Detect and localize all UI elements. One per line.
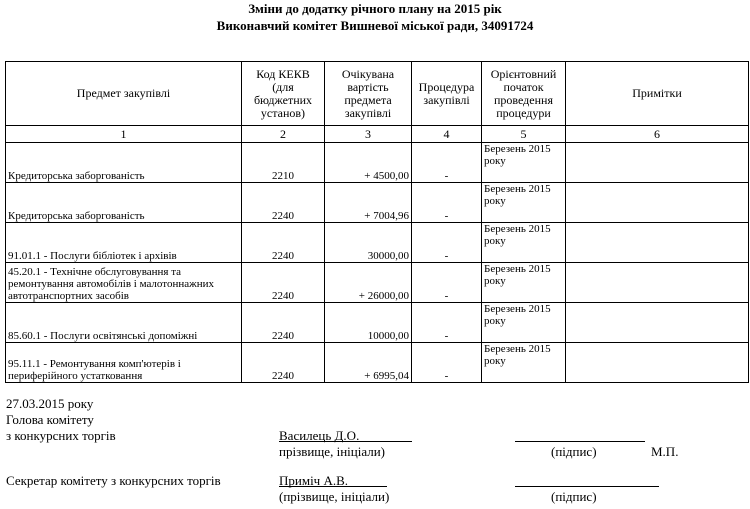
start-cell: Березень 2015 року <box>482 263 566 303</box>
document-title: Зміни до додатку річного плану на 2015 рік <box>248 1 502 16</box>
procurement-table <box>5 61 749 383</box>
note-cell <box>566 263 749 303</box>
start-cell: Березень 2015 року <box>482 303 566 343</box>
column-header: Процедура закупівлі <box>412 62 482 126</box>
subject-cell: 45.20.1 - Технічне обслуговування та ремонтування автомобілів і малотоннажних автотранспортних засобів <box>6 263 242 303</box>
procedure-cell: - <box>412 263 482 303</box>
amount-cell: 30000,00 <box>325 223 412 263</box>
chair-title-line2: з конкурсних торгів <box>6 428 116 443</box>
subject-cell: 95.11.1 - Ремонтування комп'ютерів і периферійного устатковання <box>6 343 242 383</box>
secretary-signature-caption: (підпис) <box>551 489 597 504</box>
column-number: 5 <box>482 126 566 143</box>
code-cell: 2240 <box>242 263 325 303</box>
table-row <box>6 223 749 263</box>
column-number: 2 <box>242 126 325 143</box>
table-header-row <box>6 62 749 126</box>
procedure-cell: - <box>412 223 482 263</box>
subject-cell: Кредиторська заборгованість <box>6 143 242 183</box>
procedure-cell: - <box>412 183 482 223</box>
column-header: Примітки <box>566 62 749 126</box>
code-cell: 2240 <box>242 343 325 383</box>
subject-cell: 85.60.1 - Послуги освітянські допоміжні <box>6 303 242 343</box>
stamp-label: М.П. <box>651 444 679 459</box>
table-row <box>6 303 749 343</box>
subject-cell: Кредиторська заборгованість <box>6 183 242 223</box>
column-header: Код КЕКВ (для бюджетних установ) <box>242 62 325 126</box>
code-cell: 2210 <box>242 143 325 183</box>
start-cell: Березень 2015 року <box>482 343 566 383</box>
column-number: 1 <box>6 126 242 143</box>
amount-cell: + 6995,04 <box>325 343 412 383</box>
chair-signature-line <box>515 441 645 442</box>
table-row <box>6 183 749 223</box>
procedure-cell: - <box>412 143 482 183</box>
note-cell <box>566 183 749 223</box>
table-row <box>6 343 749 383</box>
secretary-title: Секретар комітету з конкурсних торгів <box>6 473 221 488</box>
code-cell: 2240 <box>242 183 325 223</box>
column-header: Орієнтовний початок проведення процедури <box>482 62 566 126</box>
note-cell <box>566 223 749 263</box>
chair-name-line <box>279 441 412 442</box>
amount-cell: 10000,00 <box>325 303 412 343</box>
start-cell: Березень 2015 року <box>482 223 566 263</box>
organization-line: Виконавчий комітет Вишневої міської ради, 34091724 <box>216 18 534 33</box>
table-row <box>6 263 749 303</box>
note-cell <box>566 303 749 343</box>
chair-signature-caption: (підпис) <box>551 444 597 459</box>
column-number: 4 <box>412 126 482 143</box>
procedure-cell: - <box>412 303 482 343</box>
chair-title-line1: Голова комітету <box>6 412 94 427</box>
amount-cell: + 4500,00 <box>325 143 412 183</box>
amount-cell: + 26000,00 <box>325 263 412 303</box>
column-header: Очікувана вартість предмета закупівлі <box>325 62 412 126</box>
procedure-cell: - <box>412 343 482 383</box>
secretary-signature-line <box>515 486 659 487</box>
secretary-name-caption: (прізвище, ініціали) <box>279 489 390 504</box>
subject-cell: 91.01.1 - Послуги бібліотек і архівів <box>6 223 242 263</box>
start-cell: Березень 2015 року <box>482 183 566 223</box>
column-number: 3 <box>325 126 412 143</box>
column-number-row <box>6 126 749 143</box>
table-row <box>6 143 749 183</box>
column-number: 6 <box>566 126 749 143</box>
column-header: Предмет закупівлі <box>6 62 242 126</box>
amount-cell: + 7004,96 <box>325 183 412 223</box>
secretary-name-line <box>279 486 387 487</box>
chair-name: Василець Д.О. <box>279 428 360 443</box>
note-cell <box>566 343 749 383</box>
note-cell <box>566 143 749 183</box>
start-cell: Березень 2015 року <box>482 143 566 183</box>
secretary-name: Приміч А.В. <box>279 473 349 488</box>
code-cell: 2240 <box>242 223 325 263</box>
chair-name-caption: прізвище, ініціали) <box>279 444 385 459</box>
signing-date: 27.03.2015 року <box>6 396 94 411</box>
code-cell: 2240 <box>242 303 325 343</box>
